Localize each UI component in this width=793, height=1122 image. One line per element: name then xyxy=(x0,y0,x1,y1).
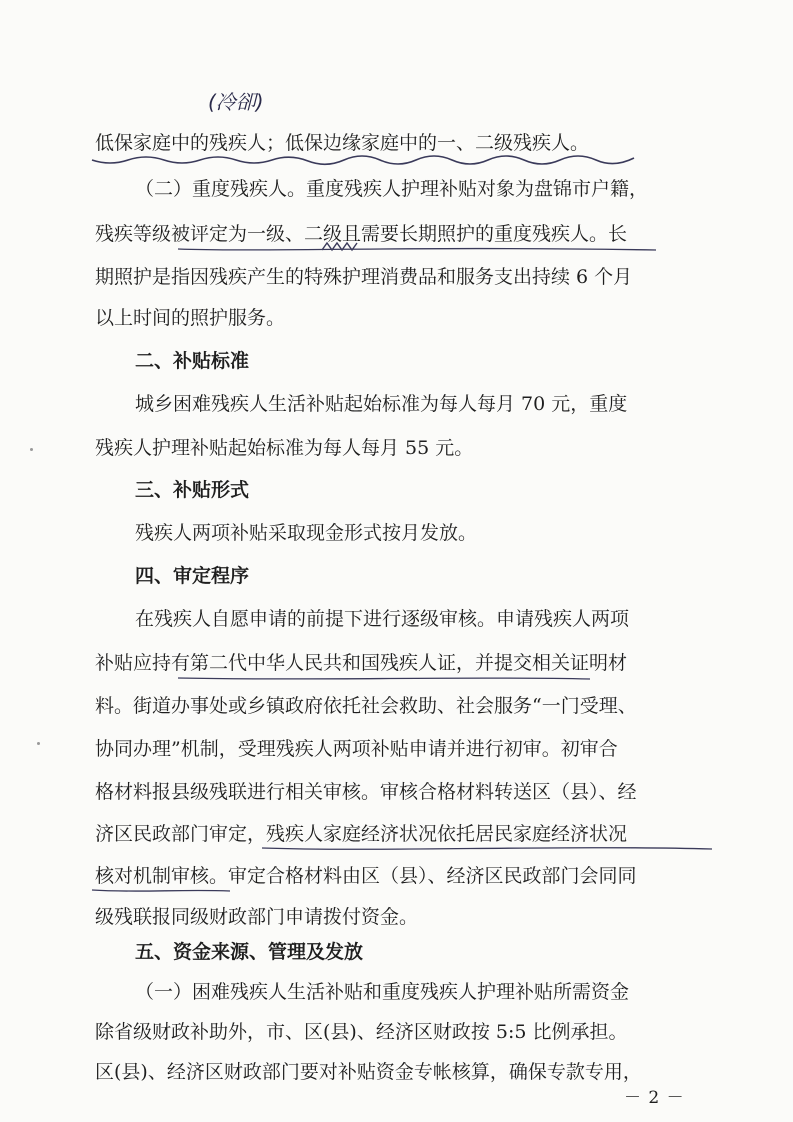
scan-speck xyxy=(30,448,33,451)
text-line-19: 区(县)、经济区财政部门要对补贴资金专帐核算，确保专款专用， xyxy=(95,1061,642,1083)
section-heading-2: 二、补贴标准 xyxy=(135,350,250,372)
text-line-16: 级残联报同级财政部门申请拨付资金。 xyxy=(95,906,419,928)
text-line-9: 在残疾人自愿申请的前提下进行逐级审核。申请残疾人两项 xyxy=(135,608,630,630)
text-line-17: （一）困难残疾人生活补贴和重度残疾人护理补贴所需资金 xyxy=(135,981,630,1003)
text-line-18: 除省级财政补助外，市、区(县)、经济区财政按 5:5 比例承担。 xyxy=(95,1021,628,1043)
text-line-11: 料。街道办事处或乡镇政府依托社会救助、社会服务“一门受理、 xyxy=(95,695,637,717)
wavy-underline-line-1 xyxy=(92,156,634,164)
text-line-12: 协同办理”机制，受理残疾人两项补贴申请并进行初审。初审合 xyxy=(95,738,618,760)
page-number-label: － 2 － xyxy=(624,1088,685,1108)
text-line-2: （二）重度残疾人。重度残疾人护理补贴对象为盘锦市户籍， xyxy=(135,178,649,200)
underline-line-14 xyxy=(262,848,712,850)
text-line-6: 城乡困难残疾人生活补贴起始标准为每人每月 70 元，重度 xyxy=(135,393,628,415)
text-line-14: 济区民政部门审定，残疾人家庭经济状况依托居民家庭经济状况 xyxy=(95,823,628,845)
text-line-7: 残疾人护理补贴起始标准为每人每月 55 元。 xyxy=(95,437,474,459)
text-line-4: 期照护是指因残疾产生的特殊护理消费品和服务支出持续 6 个月 xyxy=(95,266,633,288)
text-line-10: 补贴应持有第二代中华人民共和国残疾人证，并提交相关证明材 xyxy=(95,652,628,674)
handwritten-annotation: (冷卻) xyxy=(208,90,264,114)
text-line-1: 低保家庭中的残疾人；低保边缘家庭中的一、二级残疾人。 xyxy=(95,132,590,154)
text-line-15: 核对机制审核。审定合格材料由区（县）、经济区民政部门会同同 xyxy=(95,865,637,887)
text-line-13: 格材料报县级残联进行相关审核。审核合格材料转送区（县）、经 xyxy=(95,781,637,803)
section-heading-3: 三、补贴形式 xyxy=(135,479,250,501)
scan-speck xyxy=(37,742,40,745)
underline-line-15 xyxy=(92,890,230,891)
section-heading-4: 四、审定程序 xyxy=(135,565,250,587)
section-heading-5: 五、资金来源、管理及发放 xyxy=(135,941,364,963)
text-line-3: 残疾等级被评定为一级、二级且需要长期照护的重度残疾人。长 xyxy=(95,223,628,245)
underline-line-10 xyxy=(178,678,590,679)
text-line-8: 残疾人两项补贴采取现金形式按月发放。 xyxy=(135,522,478,544)
underline-line-3 xyxy=(178,249,656,250)
text-line-5: 以上时间的照护服务。 xyxy=(95,307,286,329)
